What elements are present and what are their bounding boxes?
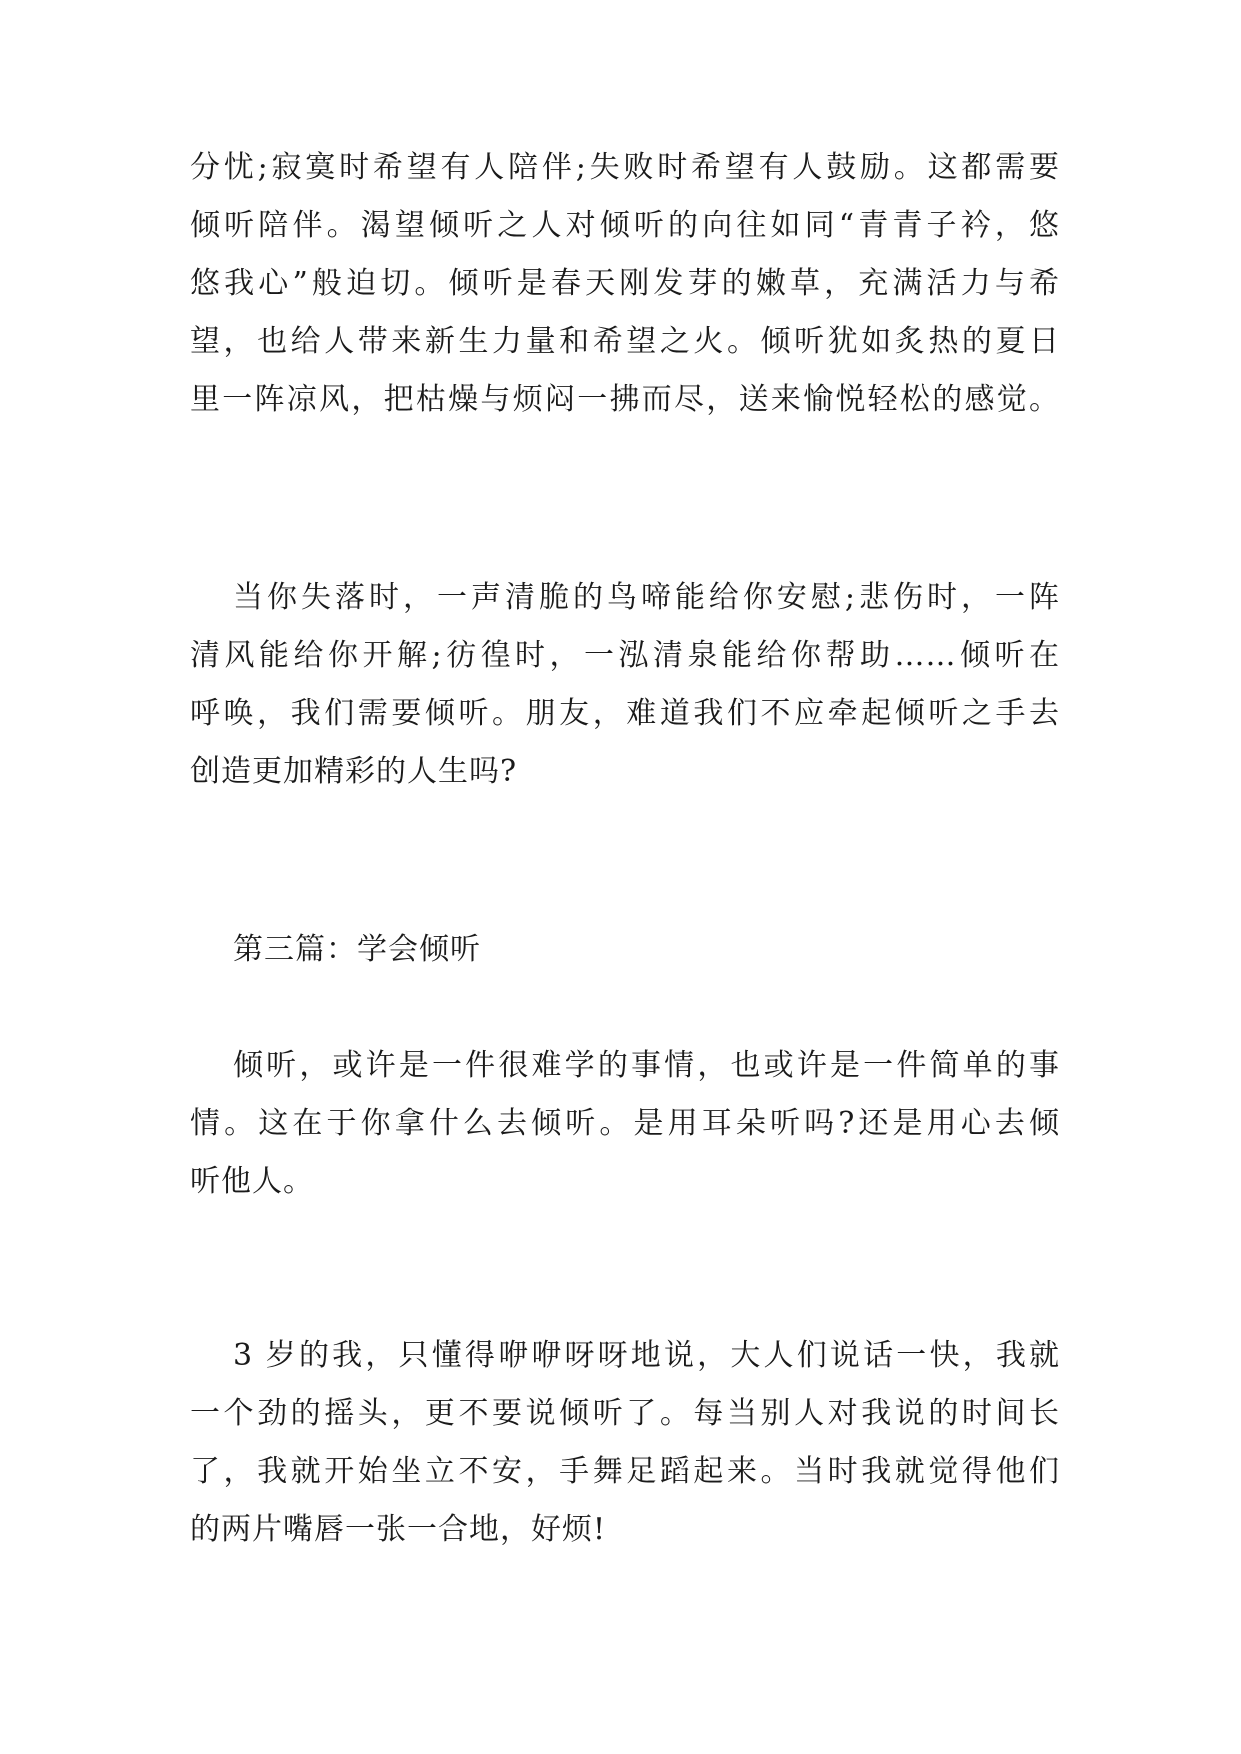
paragraph-line: 呼唤，我们需要倾听。朋友，难道我们不应牵起倾听之手去 [190,696,1060,731]
paragraph-line: 听他人。 [190,1164,314,1199]
paragraph-line: 了，我就开始坐立不安，手舞足蹈起来。当时我就觉得他们 [190,1454,1060,1489]
paragraph-line: 悠我心”般迫切。倾听是春天刚发芽的嫩草，充满活力与希 [190,266,1060,301]
paragraph-line: 里一阵凉风，把枯燥与烦闷一拂而尽，送来愉悦轻松的感觉。 [190,382,1060,417]
paragraph-line: 的两片嘴唇一张一合地，好烦! [190,1512,607,1547]
paragraph-line: 清风能给你开解;彷徨时，一泓清泉能给你帮助……倾听在 [190,638,1060,673]
paragraph-line: 望，也给人带来新生力量和希望之火。倾听犹如炙热的夏日 [190,324,1060,359]
paragraph-line: 创造更加精彩的人生吗? [190,754,518,789]
paragraph-line: 情。这在于你拿什么去倾听。是用耳朵听吗?还是用心去倾 [190,1106,1060,1141]
paragraph-line: 倾听，或许是一件很难学的事情，也或许是一件简单的事 [233,1048,1060,1083]
section-heading: 第三篇：学会倾听 [233,932,481,967]
paragraph-line: 一个劲的摇头，更不要说倾听了。每当别人对我说的时间长 [190,1396,1060,1431]
paragraph-line: 分忧;寂寞时希望有人陪伴;失败时希望有人鼓励。这都需要 [190,150,1060,185]
paragraph-line: 当你失落时，一声清脆的鸟啼能给你安慰;悲伤时，一阵 [233,580,1060,615]
paragraph-line: 3 岁的我，只懂得咿咿呀呀地说，大人们说话一快，我就 [233,1338,1060,1373]
paragraph-line: 倾听陪伴。渴望倾听之人对倾听的向往如同“青青子衿，悠 [190,208,1060,243]
